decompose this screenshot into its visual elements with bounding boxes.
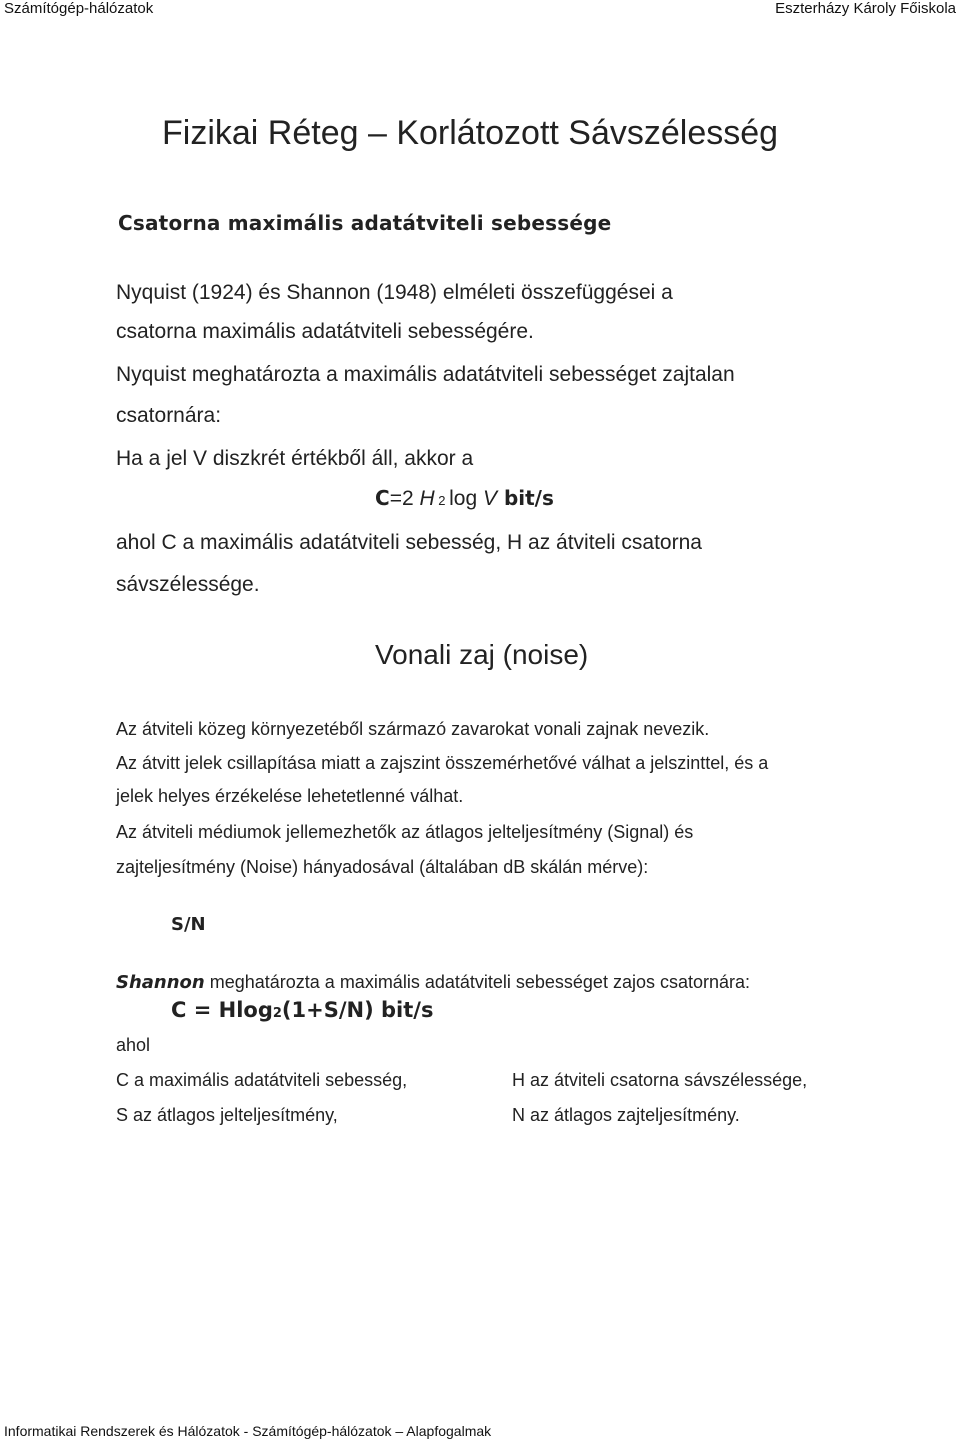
shannon-formula-main: C = Hlog [171, 998, 273, 1022]
page-title: Fizikai Réteg – Korlátozott Sávszélesség [162, 114, 779, 152]
shannon-formula-sub: 2 [272, 1006, 282, 1021]
definition-s: S az átlagos jelteljesítmény, [116, 1105, 338, 1125]
noise-line-4: Az átviteli médiumok jellemezhetők az átlagos jelteljesítmény (Signal) és [116, 822, 694, 842]
formula-v: V [482, 487, 497, 510]
ahol-label: ahol [116, 1035, 151, 1055]
formula-c: C [375, 486, 390, 510]
section-subheading: Csatorna maximális adatátviteli sebessége [118, 211, 612, 235]
formula-h: H [419, 487, 435, 510]
formula-unit: bit/s [496, 486, 554, 510]
header-right: Eszterházy Károly Főiskola [775, 0, 956, 17]
shannon-line [116, 972, 750, 993]
explanation-line-1: ahol C a maximális adatátviteli sebesség, H az átviteli csatorna [116, 531, 702, 554]
paragraph-line-1: Nyquist (1924) és Shannon (1948) elméleti összefüggései a [116, 281, 673, 304]
shannon-text: meghatározta a maximális adatátviteli sebességet zajos csatornára: [204, 972, 751, 992]
header-left: Számítógép-hálózatok [4, 0, 154, 17]
paragraph-line-4: csatornára: [116, 404, 222, 427]
paragraph-line-2: csatorna maximális adatátviteli sebességére. [116, 320, 534, 343]
shannon-formula-rest: (1+S/N) bit/s [281, 998, 434, 1022]
footer-text: Informatikai Rendszerek és Hálózatok - Számítógép-hálózatok – Alapfogalmak [4, 1423, 492, 1439]
definition-c: C a maximális adatátviteli sebesség, [116, 1070, 408, 1090]
explanation-line-2: sávszélessége. [116, 573, 260, 596]
nyquist-formula [375, 486, 554, 511]
shannon-name: Shannon [116, 972, 205, 993]
definition-h: H az átviteli csatorna sávszélessége, [512, 1070, 808, 1090]
paragraph-line-5: Ha a jel V diszkrét értékből áll, akkor a [116, 447, 474, 470]
sn-label: S/N [171, 914, 206, 935]
shannon-formula [171, 998, 433, 1022]
formula-log: log [449, 487, 483, 510]
definition-n: N az átlagos zajteljesítmény. [512, 1105, 740, 1125]
noise-line-2: Az átvitt jelek csillapítása miatt a zajszint összemérhetővé válhat a jelszinttel, és a [116, 753, 769, 773]
formula-sub: 2 [434, 493, 450, 508]
noise-heading: Vonali zaj (noise) [375, 639, 589, 670]
noise-line-5: zajteljesítmény (Noise) hányadosával (általában dB skálán mérve): [116, 857, 649, 877]
formula-eq: =2 [389, 487, 420, 510]
paragraph-line-3: Nyquist meghatározta a maximális adatátviteli sebességet zajtalan [116, 363, 735, 386]
noise-line-3: jelek helyes érzékelése lehetetlenné válhat. [116, 786, 464, 806]
noise-line-1: Az átviteli közeg környezetéből származó zavarokat vonali zajnak nevezik. [116, 719, 710, 739]
